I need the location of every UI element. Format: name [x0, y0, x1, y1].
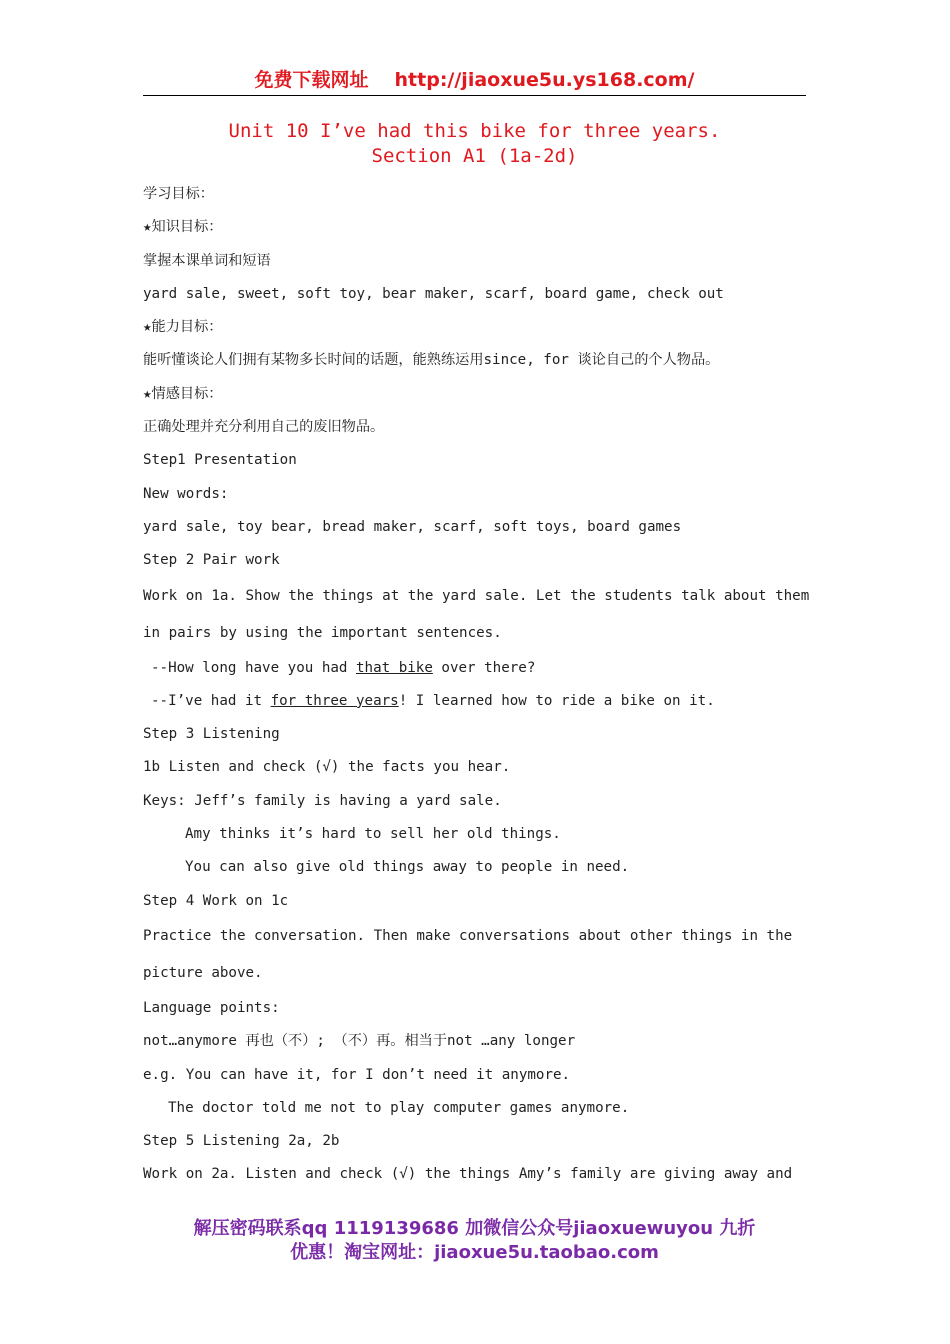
dialogue-text: --I’ve had it — [151, 692, 271, 709]
document-title — [143, 119, 806, 169]
body-line: ★能力目标： — [143, 319, 223, 336]
body-line: yard sale, toy bear, bread maker, scarf, soft toys, board games — [143, 518, 682, 535]
body-line: 能听懂谈论人们拥有某物多长时间的话题，能熟练运用since, for 谈论自己的个人物品。 — [143, 352, 720, 369]
dialogue-line — [143, 685, 813, 718]
body-line: New words: — [143, 485, 229, 502]
underlined-phrase: that bike — [356, 659, 433, 676]
page-footer — [143, 1217, 806, 1265]
body-line: e.g. You can have it, for I don’t need it anymore. — [143, 1066, 571, 1083]
body-line: yard sale, sweet, soft toy, bear maker, scarf, board game, check out — [143, 285, 724, 302]
header-divider — [143, 95, 806, 96]
body-line: picture above. — [143, 964, 263, 981]
document-body — [143, 178, 813, 1192]
body-line: Work on 1a. Show the things at the yard sale. Let the students talk about them — [143, 587, 810, 604]
body-line: Step 3 Listening — [143, 726, 280, 743]
body-line: not…anymore 再也（不）; （不）再。相当于not …any longer — [143, 1033, 576, 1050]
body-line: Step1 Presentation — [143, 452, 297, 469]
body-line: The doctor told me not to play computer games anymore. — [168, 1099, 630, 1116]
page-header — [143, 66, 806, 94]
footer-contact: 解压密码联系qq 1119139686 加微信公众号jiaoxuewuyou 九折 — [193, 1218, 756, 1239]
body-line: Step 4 Work on 1c — [143, 892, 289, 909]
body-line: 掌握本课单词和短语 — [143, 252, 271, 269]
body-line: You can also give old things away to people in need. — [185, 859, 630, 876]
body-line: 正确处理并充分利用自己的废旧物品。 — [143, 419, 385, 436]
dialogue-text: ! I learned how to ride a bike on it. — [398, 692, 715, 709]
body-line: Work on 2a. Listen and check (√) the things Amy’s family are giving away and — [143, 1166, 793, 1183]
dialogue-text: over there? — [432, 659, 536, 676]
header-site-label: 免费下载网址 — [254, 69, 369, 91]
footer-shop: 优惠！淘宝网址：jiaoxue5u.taobao.com — [290, 1242, 659, 1263]
body-line: Keys: Jeff’s family is having a yard sale. — [143, 792, 502, 809]
body-line: ★知识目标： — [143, 219, 223, 236]
body-line: 1b Listen and check (√) the facts you hear. — [143, 759, 511, 776]
body-line: in pairs by using the important sentences. — [143, 624, 502, 641]
body-line: ★情感目标： — [143, 385, 223, 402]
body-line: Amy thinks it’s hard to sell her old things. — [185, 826, 561, 843]
title-section: Section A1 (1a-2d) — [371, 145, 578, 167]
body-line: 学习目标： — [143, 186, 214, 202]
body-line: Language points: — [143, 999, 280, 1016]
body-line: Practice the conversation. Then make conversations about other things in the — [143, 927, 793, 944]
underlined-phrase: for three years — [270, 692, 399, 709]
dialogue-line — [143, 652, 813, 685]
body-line: Step 5 Listening 2a, 2b — [143, 1133, 340, 1150]
dialogue-text: --How long have you had — [151, 659, 356, 676]
body-line: Step 2 Pair work — [143, 552, 280, 569]
header-site-url[interactable]: http://jiaoxue5u.ys168.com/ — [394, 69, 695, 91]
title-unit: Unit 10 I’ve had this bike for three years. — [228, 120, 721, 142]
